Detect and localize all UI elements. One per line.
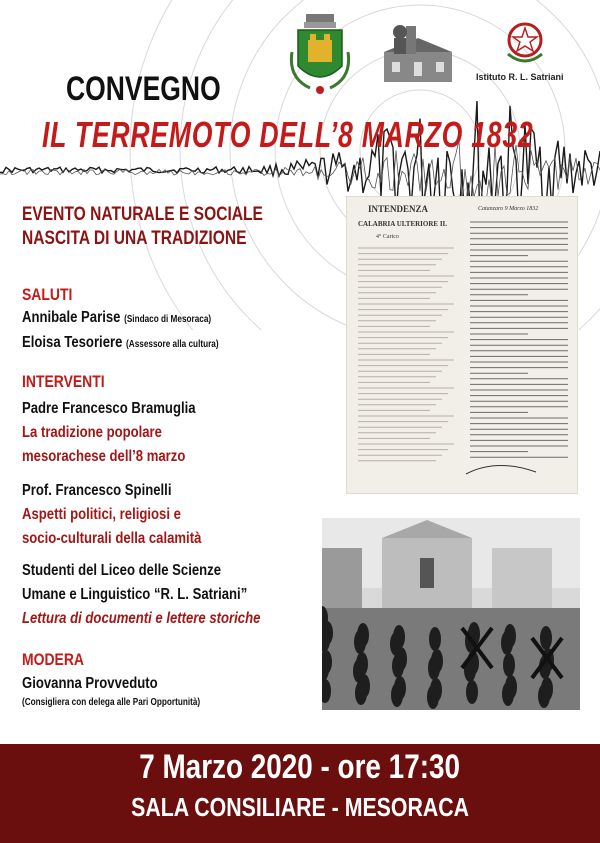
talk-3-speaker-line-2: Umane e Linguistico “R. L. Satriani” bbox=[22, 586, 248, 603]
talk-2-topic-line-2: socio-culturali della calamità bbox=[22, 530, 202, 547]
talk-2-topic-line-1: Aspetti politici, religiosi e bbox=[22, 506, 181, 523]
speaker-name: Annibale Parise bbox=[22, 309, 121, 326]
talk-3-topic: Lettura di documenti e lettere storiche bbox=[22, 610, 261, 627]
repubblica-emblem-icon bbox=[502, 18, 548, 68]
talk-1-speaker: Padre Francesco Bramuglia bbox=[22, 400, 196, 417]
speaker-role: (Sindaco di Mesoraca) bbox=[124, 314, 212, 325]
document-sub: CALABRIA ULTERIORE II. bbox=[358, 220, 448, 228]
istituto-building-logo bbox=[380, 18, 456, 86]
procession-photo bbox=[322, 518, 580, 710]
comune-coat-of-arms-icon bbox=[288, 12, 352, 96]
talk-1-topic-line-1: La tradizione popolare bbox=[22, 424, 162, 441]
document-date: Catanzaro 9 Marzo 1832 bbox=[478, 206, 539, 212]
speaker-name: Eloisa Tesoriere bbox=[22, 334, 123, 351]
interventi-heading: INTERVENTI bbox=[22, 372, 105, 391]
talk-3-speaker-line-1: Studenti del Liceo delle Scienze bbox=[22, 562, 222, 579]
event-place: SALA CONSILIARE - MESORACA bbox=[131, 792, 469, 822]
document-heading: INTENDENZA bbox=[368, 204, 429, 214]
event-place-wrap bbox=[0, 792, 600, 823]
moderator-role: (Consigliera con delega alle Pari Opportunità) bbox=[22, 697, 201, 708]
event-date-time: 7 Marzo 2020 - ore 17:30 bbox=[139, 748, 461, 786]
saluti-speaker-2 bbox=[22, 334, 219, 352]
document-ufficio: 4° Carico bbox=[376, 234, 399, 240]
istituto-label: Istituto R. L. Satriani bbox=[476, 72, 564, 82]
moderator-name: Giovanna Provveduto bbox=[22, 675, 158, 692]
speaker-role: (Assessore alla cultura) bbox=[126, 339, 219, 350]
subtitle-line-2: NASCITA DI UNA TRADIZIONE bbox=[22, 228, 247, 249]
talk-1-topic-line-2: mesorachese dell’8 marzo bbox=[22, 448, 186, 465]
saluti-heading: SALUTI bbox=[22, 285, 73, 304]
event-date-time-wrap bbox=[0, 748, 600, 787]
saluti-speaker-1 bbox=[22, 309, 211, 327]
talk-2-speaker: Prof. Francesco Spinelli bbox=[22, 482, 172, 499]
event-title: IL TERREMOTO DELL’8 MARZO 1832 bbox=[42, 114, 534, 155]
modera-heading: MODERA bbox=[22, 650, 84, 669]
subtitle-line-1: EVENTO NATURALE E SOCIALE bbox=[22, 204, 263, 225]
historical-document-image bbox=[346, 196, 578, 494]
convegno-kicker: CONVEGNO bbox=[66, 70, 221, 108]
